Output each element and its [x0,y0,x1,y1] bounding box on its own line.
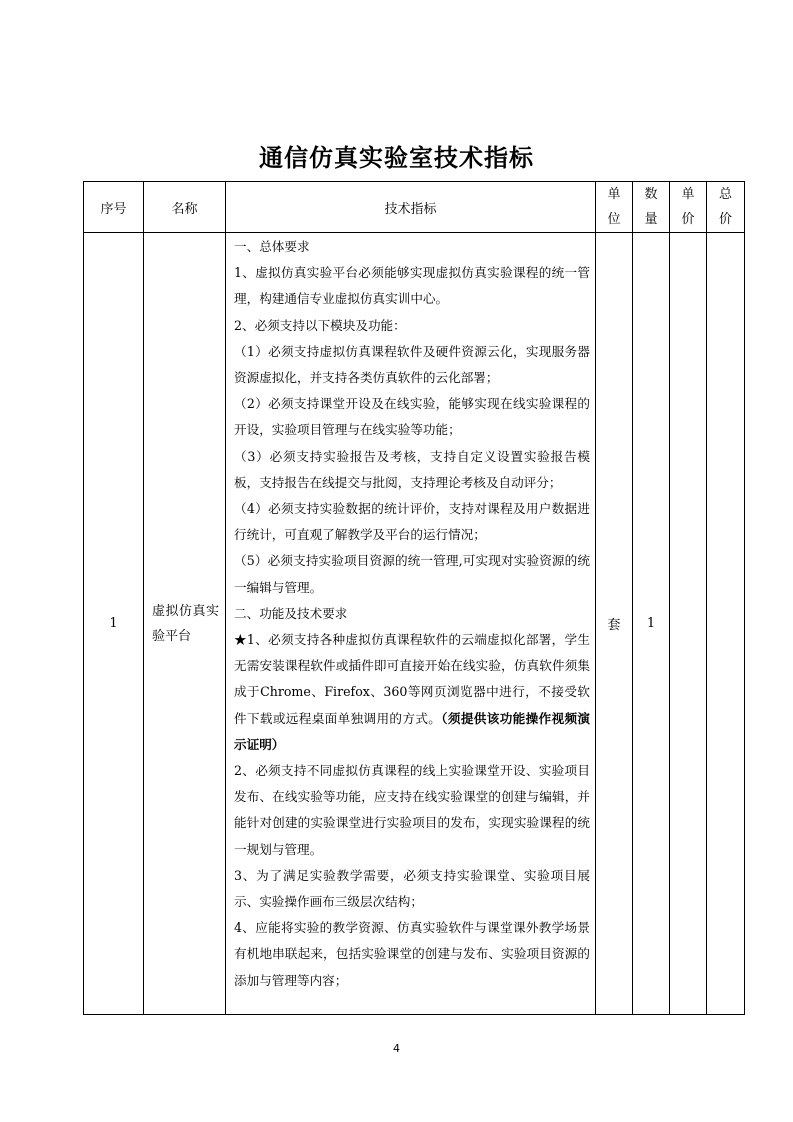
spec-line: （2）必须支持课堂开设及在线实验，能够实现在线实验课程的开设，实验项目管理与在线实验等功能； [234,396,590,438]
row-unit: 套 [596,233,633,1015]
row-index: 1 [84,233,144,1015]
page-title: 通信仿真实验室技术指标 [259,144,534,172]
spec-line: 2、必须支持以下模块及功能： [234,317,406,333]
header-index: 序号 [84,182,144,233]
spec-cell [226,233,596,1015]
header-spec: 技术指标 [226,182,596,233]
header-qty-line2: 量 [644,212,658,227]
header-price-line2: 价 [681,212,695,227]
spec-proof-note: （须提供该功能操作视频演示证明） [234,710,590,752]
row-name: 虚拟仿真实验平台 [144,233,226,1015]
header-unit-line1: 单 [607,187,621,202]
spec-line: （4）必须支持实验数据的统计评价，支持对课程及用户数据进行统计，可直观了解教学及平台的运行情况； [234,501,590,543]
spec-line: 一、总体要求 [234,239,310,254]
header-name: 名称 [144,182,226,233]
header-qty [633,182,670,233]
spec-line: 1、虚拟仿真实验平台必须能够实现虚拟仿真实验课程的统一管理，构建通信专业虚拟仿真实训中心。 [234,265,590,307]
row-total [707,233,745,1015]
header-price [670,182,707,233]
spec-section-heading: 二、功能及技术要求 [234,605,348,621]
page-number: 4 [393,1042,400,1055]
spec-line: （5）必须支持实验项目资源的统一管理,可实现对实验资源的统一编辑与管理。 [234,553,590,595]
row-qty: 1 [633,233,670,1015]
header-unit [596,182,633,233]
spec-line: 2、必须支持不同虚拟仿真课程的线上实验课堂开设、实验项目发布、在线实验等功能，应支持在线实验课堂的创建与编辑，并能针对创建的实验课堂进行实验项目的发布，实现实验课程的统一规划与管理。 [234,763,590,857]
header-total [707,182,745,233]
spec-line: 4、应能将实验的教学资源、仿真实验软件与课堂课外教学场景有机地串联起来，包括实验课堂的创建与发布、实验项目资源的添加与管理等内容； [234,920,590,988]
header-unit-line2: 位 [607,212,621,227]
header-total-line2: 价 [718,212,732,227]
spec-starred-text: ★1、必须支持各种虚拟仿真课程软件的云端虚拟化部署，学生无需安装课程软件或插件即可直接开始在线实验，仿真软件须集成于Chrome、Firefox、360等网页浏览器中进行，不接受软件下载或远程桌面单独调用的方式。 [234,632,590,726]
header-qty-line1: 数 [644,187,658,202]
row-price [670,233,707,1015]
spec-line: 3、为了满足实验教学需要，必须支持实验课堂、实验项目展示、实验操作画布三级层次结构； [234,867,590,910]
spec-line: （1）必须支持虚拟仿真课程软件及硬件资源云化，实现服务器资源虚拟化，并支持各类仿真软件的云化部署； [234,343,590,386]
spec-line: （3）必须支持实验报告及考核，支持自定义设置实验报告模板，支持报告在线提交与批阅，支持理论考核及自动评分； [234,448,590,490]
table-row [84,233,745,1015]
header-price-line1: 单 [681,187,695,202]
spec-line-starred [234,627,590,758]
header-total-line1: 总 [718,187,732,202]
table-header-row [84,182,745,233]
spec-table [83,181,745,1015]
